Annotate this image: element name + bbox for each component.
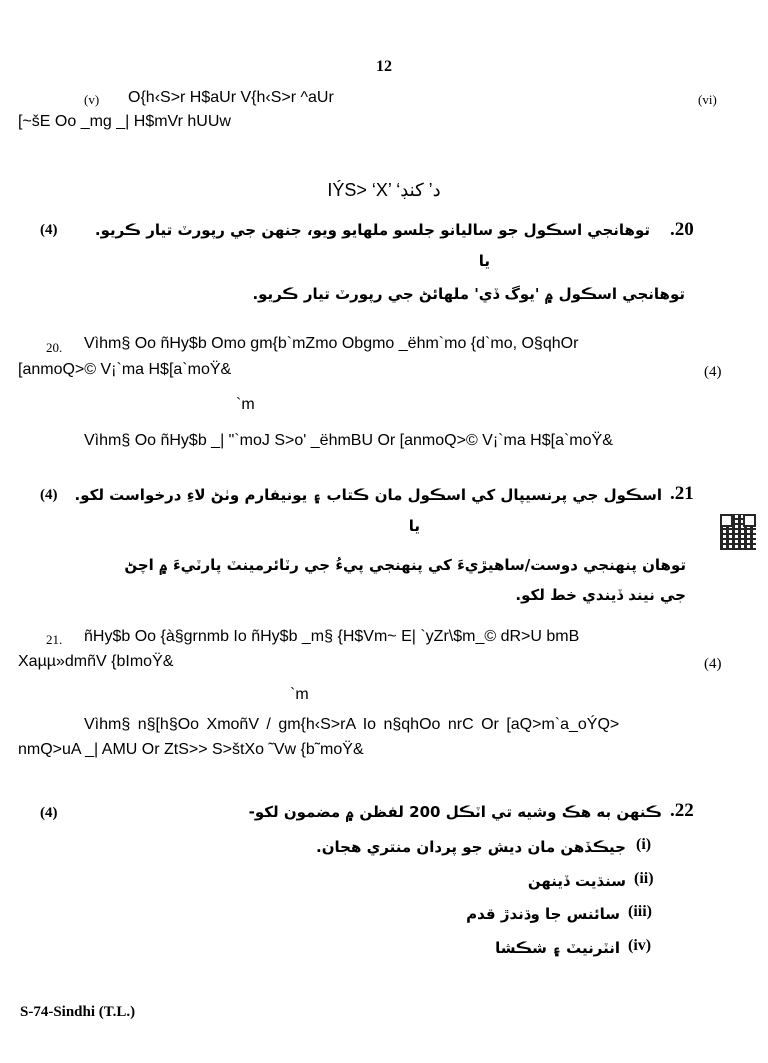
q21-sindhi-text: اسڪول جي پرنسيپال کي اسڪول مان ڪتاب ۽ يونيفارم وٺڻ لاءِ درخواست لکو. (74, 486, 662, 504)
q22-sindhi-text: ڪنهن به هڪ وشيه تي اٽڪل 200 لفظن ۾ مضمون لکو- (248, 803, 662, 821)
option-vi-text: [~šE Oo _mg _| H$mVr hUUw (18, 113, 231, 130)
q21-latin-marks: (4) (704, 656, 722, 672)
q20-marks: (4) (40, 222, 58, 238)
page-footer: S-74-Sindhi (T.L.) (20, 1004, 136, 1020)
q21-number-latin: 21. (46, 632, 63, 647)
option-vi-label: (vi) (698, 92, 717, 107)
page-number: 12 (376, 58, 392, 75)
q21-latin-line1: ñHy$b Oo {à§grnmb Io ñHy$b _m§ {H$Vm~ E| `yZr\$m_© dR>U bmB (84, 628, 580, 645)
q22-item-label: (iv) (628, 937, 652, 954)
q21-sindhi-alt-line1: توهان پنهنجي دوست/ساهيڙيءَ کي پنهنجي پيءُ جي رٽائرمينٽ پارٽيءَ ۾ اچڻ (124, 556, 686, 574)
q21-latin-line2: Xaµµ»dmñV {bImoŸ& (18, 653, 174, 670)
q22-item-label: (iii) (628, 903, 652, 920)
q22-item-text: سنڌيت ڏينهن (527, 872, 626, 890)
q22-number-sindhi: .22 (670, 800, 694, 821)
q20-number-latin: 20. (46, 340, 63, 355)
q21-sindhi-alt-line2: جي نيند ڏيندي خط لکو. (515, 586, 686, 604)
q20-latin-alt: Vìhm§ Oo ñHy$b _| "`moJ S>o' _ëhmBU Or [anmoQ>© V¡`ma H$[a`moŸ& (84, 432, 613, 449)
qr-code-icon (720, 514, 756, 550)
q22-item-label: (i) (636, 836, 652, 853)
q21-number-sindhi: .21 (670, 483, 694, 504)
q21-or-latin: `m (290, 686, 309, 703)
q20-or-latin: `m (236, 396, 255, 413)
option-v-label: (v) (84, 92, 100, 107)
q20-number-sindhi: .20 (670, 219, 694, 240)
q22-marks: (4) (40, 805, 58, 821)
section-heading: IÝS> ‘X’ ‘د’ کنڊ (327, 180, 441, 200)
q21-or-sindhi: يا (408, 517, 420, 535)
q22-item-text: جيڪڏهن مان ديش جو پردان منتري هجان. (316, 838, 626, 856)
q20-sindhi-alt: توهانجي اسڪول ۾ 'يوگ ڏي' ملهائڻ جي رپورٽ تيار ڪريو. (252, 285, 685, 303)
q20-or-sindhi: يا (478, 252, 490, 270)
q20-latin-line2: [anmoQ>© V¡`ma H$[a`moŸ& (18, 361, 232, 378)
q20-latin-line1: Vìhm§ Oo ñHy$b Omo gm{b`mZmo Obgmo _ëhm`mo {d`mo, O§qhOr (84, 335, 579, 352)
option-v-text: O{h‹S>r H$aUr V{h‹S>r ^aUr (128, 89, 334, 106)
q22-item-text: سائنس جا وڌندڙ قدم (466, 905, 620, 923)
q22-item-label: (ii) (634, 870, 654, 887)
q20-latin-marks: (4) (704, 364, 722, 380)
q21-marks: (4) (40, 487, 58, 503)
q22-item-text: انٽرنيٽ ۽ شڪشا (495, 939, 620, 957)
q21-latin-alt-line1: Vìhm§ n§[h§Oo XmoñV / gm{h‹S>rA Io n§qhOo nrC Or [aQ>m`a_oÝQ> (84, 716, 620, 733)
q21-latin-alt-line2: nmQ>uA _| AMU Or ZtS>> S>štXo ˜Vw {b˜moŸ& (18, 741, 364, 758)
q20-sindhi-text: توهانجي اسڪول جو ساليانو جلسو ملهايو ويو، جنهن جي رپورٽ تيار ڪريو. (94, 221, 650, 239)
